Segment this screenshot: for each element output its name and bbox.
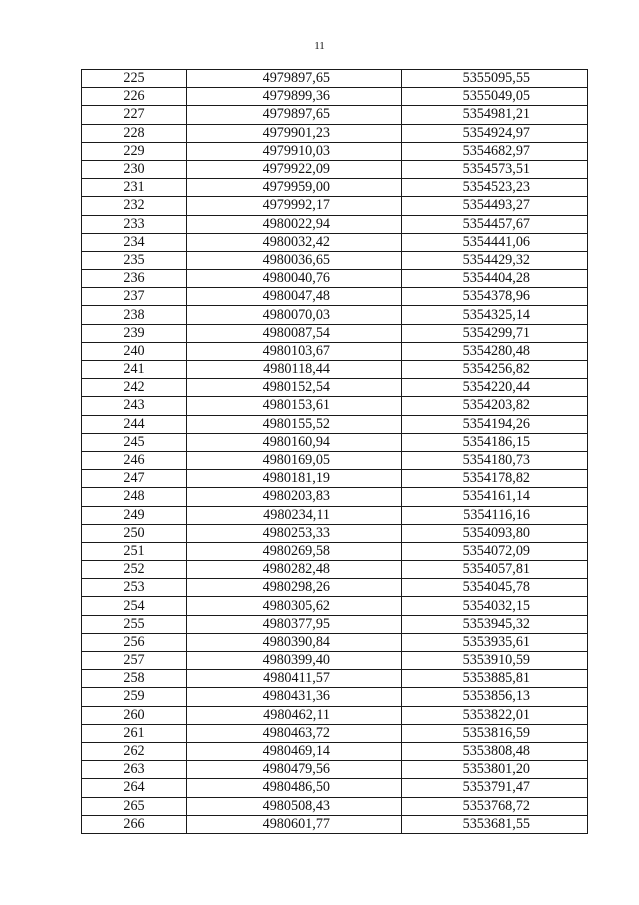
- x-coordinate-cell: 4980036,65: [187, 251, 402, 269]
- point-number-cell: 266: [82, 815, 187, 833]
- table-row: [82, 724, 588, 742]
- point-number-cell: 243: [82, 397, 187, 415]
- y-coordinate-cell: 5354194,26: [402, 415, 588, 433]
- x-coordinate-cell: 4979899,36: [187, 88, 402, 106]
- y-coordinate-cell: 5354072,09: [402, 542, 588, 560]
- point-number-cell: 239: [82, 324, 187, 342]
- y-coordinate-cell: 5354429,32: [402, 251, 588, 269]
- point-number-cell: 232: [82, 197, 187, 215]
- table-row: [82, 506, 588, 524]
- x-coordinate-cell: 4980253,33: [187, 524, 402, 542]
- x-coordinate-cell: 4980234,11: [187, 506, 402, 524]
- table-row: [82, 106, 588, 124]
- table-row: [82, 561, 588, 579]
- y-coordinate-cell: 5354161,14: [402, 488, 588, 506]
- y-coordinate-cell: 5354116,16: [402, 506, 588, 524]
- point-number-cell: 236: [82, 270, 187, 288]
- table-row: [82, 542, 588, 560]
- point-number-cell: 238: [82, 306, 187, 324]
- y-coordinate-cell: 5354032,15: [402, 597, 588, 615]
- table-row: [82, 706, 588, 724]
- point-number-cell: 260: [82, 706, 187, 724]
- point-number-cell: 247: [82, 470, 187, 488]
- x-coordinate-cell: 4980181,19: [187, 470, 402, 488]
- y-coordinate-cell: 5354180,73: [402, 451, 588, 469]
- table-row: [82, 324, 588, 342]
- y-coordinate-cell: 5354493,27: [402, 197, 588, 215]
- y-coordinate-cell: 5354280,48: [402, 342, 588, 360]
- x-coordinate-cell: 4980070,03: [187, 306, 402, 324]
- table-row: [82, 488, 588, 506]
- y-coordinate-cell: 5354299,71: [402, 324, 588, 342]
- x-coordinate-cell: 4980377,95: [187, 615, 402, 633]
- point-number-cell: 227: [82, 106, 187, 124]
- point-number-cell: 244: [82, 415, 187, 433]
- point-number-cell: 228: [82, 124, 187, 142]
- x-coordinate-cell: 4980508,43: [187, 797, 402, 815]
- page-number: 11: [314, 40, 325, 52]
- y-coordinate-cell: 5354441,06: [402, 233, 588, 251]
- table-row: [82, 670, 588, 688]
- point-number-cell: 257: [82, 652, 187, 670]
- point-number-cell: 241: [82, 361, 187, 379]
- table-row: [82, 633, 588, 651]
- x-coordinate-cell: 4980479,56: [187, 761, 402, 779]
- x-coordinate-cell: 4980153,61: [187, 397, 402, 415]
- table-row: [82, 88, 588, 106]
- x-coordinate-cell: 4979922,09: [187, 160, 402, 178]
- table-row: [82, 197, 588, 215]
- y-coordinate-cell: 5354186,15: [402, 433, 588, 451]
- y-coordinate-cell: 5354178,82: [402, 470, 588, 488]
- x-coordinate-cell: 4980431,36: [187, 688, 402, 706]
- y-coordinate-cell: 5353801,20: [402, 761, 588, 779]
- table-row: [82, 579, 588, 597]
- y-coordinate-cell: 5353935,61: [402, 633, 588, 651]
- y-coordinate-cell: 5354256,82: [402, 361, 588, 379]
- point-number-cell: 234: [82, 233, 187, 251]
- x-coordinate-cell: 4980601,77: [187, 815, 402, 833]
- y-coordinate-cell: 5355095,55: [402, 70, 588, 88]
- y-coordinate-cell: 5353808,48: [402, 742, 588, 760]
- table-row: [82, 652, 588, 670]
- y-coordinate-cell: 5354682,97: [402, 142, 588, 160]
- table-row: [82, 342, 588, 360]
- table-row: [82, 797, 588, 815]
- point-number-cell: 240: [82, 342, 187, 360]
- point-number-cell: 261: [82, 724, 187, 742]
- y-coordinate-cell: 5353791,47: [402, 779, 588, 797]
- y-coordinate-cell: 5354325,14: [402, 306, 588, 324]
- y-coordinate-cell: 5355049,05: [402, 88, 588, 106]
- point-number-cell: 231: [82, 179, 187, 197]
- x-coordinate-cell: 4979901,23: [187, 124, 402, 142]
- y-coordinate-cell: 5353681,55: [402, 815, 588, 833]
- x-coordinate-cell: 4980103,67: [187, 342, 402, 360]
- y-coordinate-cell: 5354203,82: [402, 397, 588, 415]
- x-coordinate-cell: 4980047,48: [187, 288, 402, 306]
- table-row: [82, 615, 588, 633]
- y-coordinate-cell: 5354573,51: [402, 160, 588, 178]
- x-coordinate-cell: 4980305,62: [187, 597, 402, 615]
- y-coordinate-cell: 5353945,32: [402, 615, 588, 633]
- x-coordinate-cell: 4980152,54: [187, 379, 402, 397]
- point-number-cell: 248: [82, 488, 187, 506]
- table-row: [82, 433, 588, 451]
- table-row: [82, 815, 588, 833]
- point-number-cell: 225: [82, 70, 187, 88]
- x-coordinate-cell: 4980463,72: [187, 724, 402, 742]
- x-coordinate-cell: 4980203,83: [187, 488, 402, 506]
- table-row: [82, 251, 588, 269]
- table-row: [82, 179, 588, 197]
- table-row: [82, 470, 588, 488]
- point-number-cell: 226: [82, 88, 187, 106]
- y-coordinate-cell: 5354523,23: [402, 179, 588, 197]
- table-row: [82, 397, 588, 415]
- point-number-cell: 229: [82, 142, 187, 160]
- x-coordinate-cell: 4979897,65: [187, 70, 402, 88]
- y-coordinate-cell: 5354057,81: [402, 561, 588, 579]
- table-row: [82, 160, 588, 178]
- y-coordinate-cell: 5354220,44: [402, 379, 588, 397]
- point-number-cell: 251: [82, 542, 187, 560]
- x-coordinate-cell: 4980282,48: [187, 561, 402, 579]
- y-coordinate-cell: 5353885,81: [402, 670, 588, 688]
- table-row: [82, 361, 588, 379]
- point-number-cell: 264: [82, 779, 187, 797]
- x-coordinate-cell: 4980087,54: [187, 324, 402, 342]
- x-coordinate-cell: 4980390,84: [187, 633, 402, 651]
- x-coordinate-cell: 4980298,26: [187, 579, 402, 597]
- x-coordinate-cell: 4980169,05: [187, 451, 402, 469]
- x-coordinate-cell: 4980032,42: [187, 233, 402, 251]
- y-coordinate-cell: 5354093,80: [402, 524, 588, 542]
- point-number-cell: 254: [82, 597, 187, 615]
- y-coordinate-cell: 5354378,96: [402, 288, 588, 306]
- point-number-cell: 256: [82, 633, 187, 651]
- table-row: [82, 742, 588, 760]
- x-coordinate-cell: 4980269,58: [187, 542, 402, 560]
- y-coordinate-cell: 5353822,01: [402, 706, 588, 724]
- point-number-cell: 263: [82, 761, 187, 779]
- point-number-cell: 265: [82, 797, 187, 815]
- point-number-cell: 246: [82, 451, 187, 469]
- table-row: [82, 270, 588, 288]
- x-coordinate-cell: 4980399,40: [187, 652, 402, 670]
- point-number-cell: 253: [82, 579, 187, 597]
- x-coordinate-cell: 4980040,76: [187, 270, 402, 288]
- y-coordinate-cell: 5353768,72: [402, 797, 588, 815]
- table-row: [82, 415, 588, 433]
- y-coordinate-cell: 5354924,97: [402, 124, 588, 142]
- x-coordinate-cell: 4980486,50: [187, 779, 402, 797]
- y-coordinate-cell: 5353816,59: [402, 724, 588, 742]
- point-number-cell: 230: [82, 160, 187, 178]
- y-coordinate-cell: 5354045,78: [402, 579, 588, 597]
- y-coordinate-cell: 5353910,59: [402, 652, 588, 670]
- coordinates-table: [81, 69, 588, 834]
- point-number-cell: 259: [82, 688, 187, 706]
- point-number-cell: 258: [82, 670, 187, 688]
- table-row: [82, 761, 588, 779]
- point-number-cell: 233: [82, 215, 187, 233]
- point-number-cell: 262: [82, 742, 187, 760]
- table-row: [82, 233, 588, 251]
- point-number-cell: 250: [82, 524, 187, 542]
- x-coordinate-cell: 4980462,11: [187, 706, 402, 724]
- point-number-cell: 255: [82, 615, 187, 633]
- y-coordinate-cell: 5354404,28: [402, 270, 588, 288]
- table-row: [82, 288, 588, 306]
- x-coordinate-cell: 4979992,17: [187, 197, 402, 215]
- x-coordinate-cell: 4980022,94: [187, 215, 402, 233]
- table-row: [82, 124, 588, 142]
- point-number-cell: 249: [82, 506, 187, 524]
- table-row: [82, 70, 588, 88]
- x-coordinate-cell: 4980411,57: [187, 670, 402, 688]
- x-coordinate-cell: 4980160,94: [187, 433, 402, 451]
- x-coordinate-cell: 4979897,65: [187, 106, 402, 124]
- point-number-cell: 242: [82, 379, 187, 397]
- coordinates-table-body: [82, 70, 588, 834]
- point-number-cell: 237: [82, 288, 187, 306]
- table-row: [82, 779, 588, 797]
- x-coordinate-cell: 4979959,00: [187, 179, 402, 197]
- y-coordinate-cell: 5354457,67: [402, 215, 588, 233]
- point-number-cell: 235: [82, 251, 187, 269]
- table-row: [82, 524, 588, 542]
- point-number-cell: 252: [82, 561, 187, 579]
- x-coordinate-cell: 4980469,14: [187, 742, 402, 760]
- table-row: [82, 306, 588, 324]
- table-row: [82, 597, 588, 615]
- table-row: [82, 142, 588, 160]
- table-row: [82, 451, 588, 469]
- y-coordinate-cell: 5353856,13: [402, 688, 588, 706]
- y-coordinate-cell: 5354981,21: [402, 106, 588, 124]
- table-row: [82, 688, 588, 706]
- table-row: [82, 215, 588, 233]
- x-coordinate-cell: 4980155,52: [187, 415, 402, 433]
- table-row: [82, 379, 588, 397]
- x-coordinate-cell: 4979910,03: [187, 142, 402, 160]
- point-number-cell: 245: [82, 433, 187, 451]
- x-coordinate-cell: 4980118,44: [187, 361, 402, 379]
